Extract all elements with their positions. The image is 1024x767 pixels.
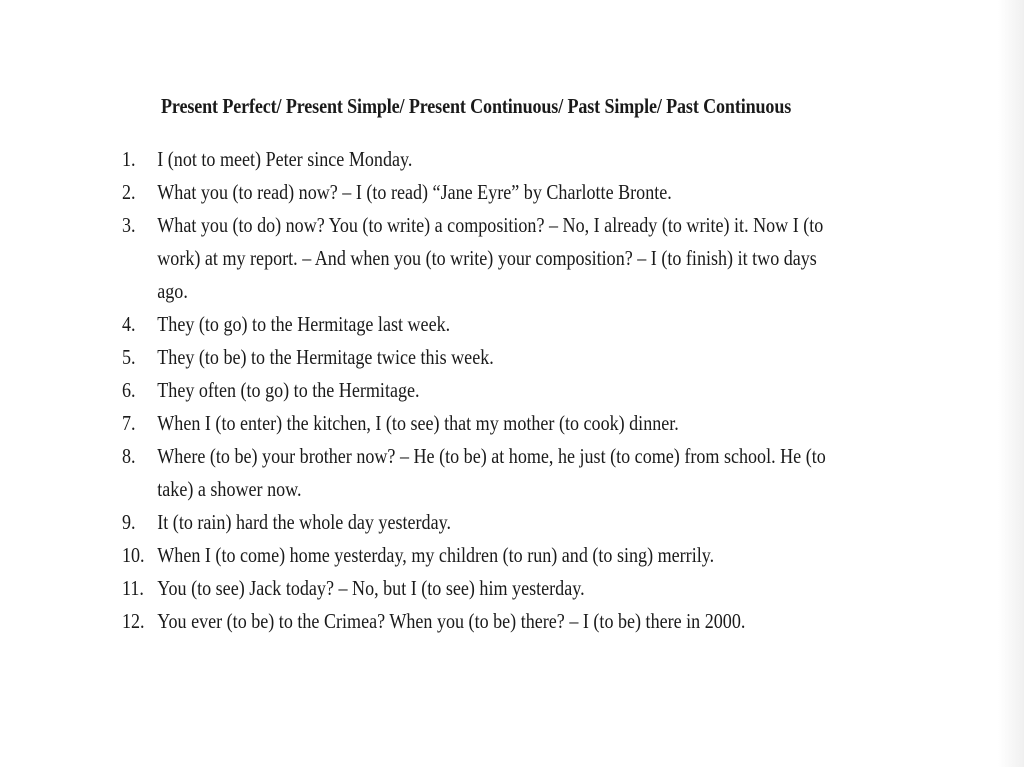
list-item xyxy=(122,605,952,638)
item-text: When I (to enter) the kitchen, I (to see) that my mother (to cook) dinner. xyxy=(157,411,679,435)
item-text: ago. xyxy=(157,279,188,303)
item-text: I (not to meet) Peter since Monday. xyxy=(157,147,413,171)
list-item xyxy=(122,572,952,605)
list-item xyxy=(122,440,952,506)
item-number: 12. xyxy=(122,609,145,633)
exercise-list xyxy=(122,143,952,638)
item-text: It (to rain) hard the whole day yesterday. xyxy=(157,510,451,534)
item-number: 2. xyxy=(122,180,136,204)
item-text: work) at my report. – And when you (to write) your composition? – I (to finish) it two days xyxy=(157,246,817,270)
item-text: What you (to do) now? You (to write) a composition? – No, I already (to write) it. Now I (to xyxy=(157,213,824,237)
list-item xyxy=(122,506,952,539)
item-number: 7. xyxy=(122,411,136,435)
page-title: Present Perfect/ Present Simple/ Present Continuous/ Past Simple/ Past Continuous xyxy=(161,94,792,118)
item-number: 4. xyxy=(122,312,136,336)
item-text: You ever (to be) to the Crimea? When you (to be) there? – I (to be) there in 2000. xyxy=(157,609,746,633)
item-text: When I (to come) home yesterday, my children (to run) and (to sing) merrily. xyxy=(157,543,715,567)
item-number: 1. xyxy=(122,147,136,171)
item-text: What you (to read) now? – I (to read) “Jane Eyre” by Charlotte Bronte. xyxy=(157,180,672,204)
item-text: take) a shower now. xyxy=(157,477,302,501)
item-text: You (to see) Jack today? – No, but I (to see) him yesterday. xyxy=(157,576,585,600)
list-item xyxy=(122,176,952,209)
list-item xyxy=(122,539,952,572)
list-item xyxy=(122,407,952,440)
item-number: 11. xyxy=(122,576,144,600)
item-number: 6. xyxy=(122,378,136,402)
list-item xyxy=(122,341,952,374)
list-item xyxy=(122,143,952,176)
item-number: 10. xyxy=(122,543,145,567)
item-text: Where (to be) your brother now? – He (to be) at home, he just (to come) from school. He (to xyxy=(157,444,826,468)
item-number: 9. xyxy=(122,510,136,534)
page-edge-shadow xyxy=(998,0,1024,767)
item-number: 3. xyxy=(122,213,136,237)
item-text: They (to go) to the Hermitage last week. xyxy=(157,312,451,336)
item-text: They often (to go) to the Hermitage. xyxy=(157,378,420,402)
item-number: 5. xyxy=(122,345,136,369)
list-item xyxy=(122,374,952,407)
item-number: 8. xyxy=(122,444,136,468)
list-item xyxy=(122,209,952,308)
item-text: They (to be) to the Hermitage twice this week. xyxy=(157,345,494,369)
list-item xyxy=(122,308,952,341)
